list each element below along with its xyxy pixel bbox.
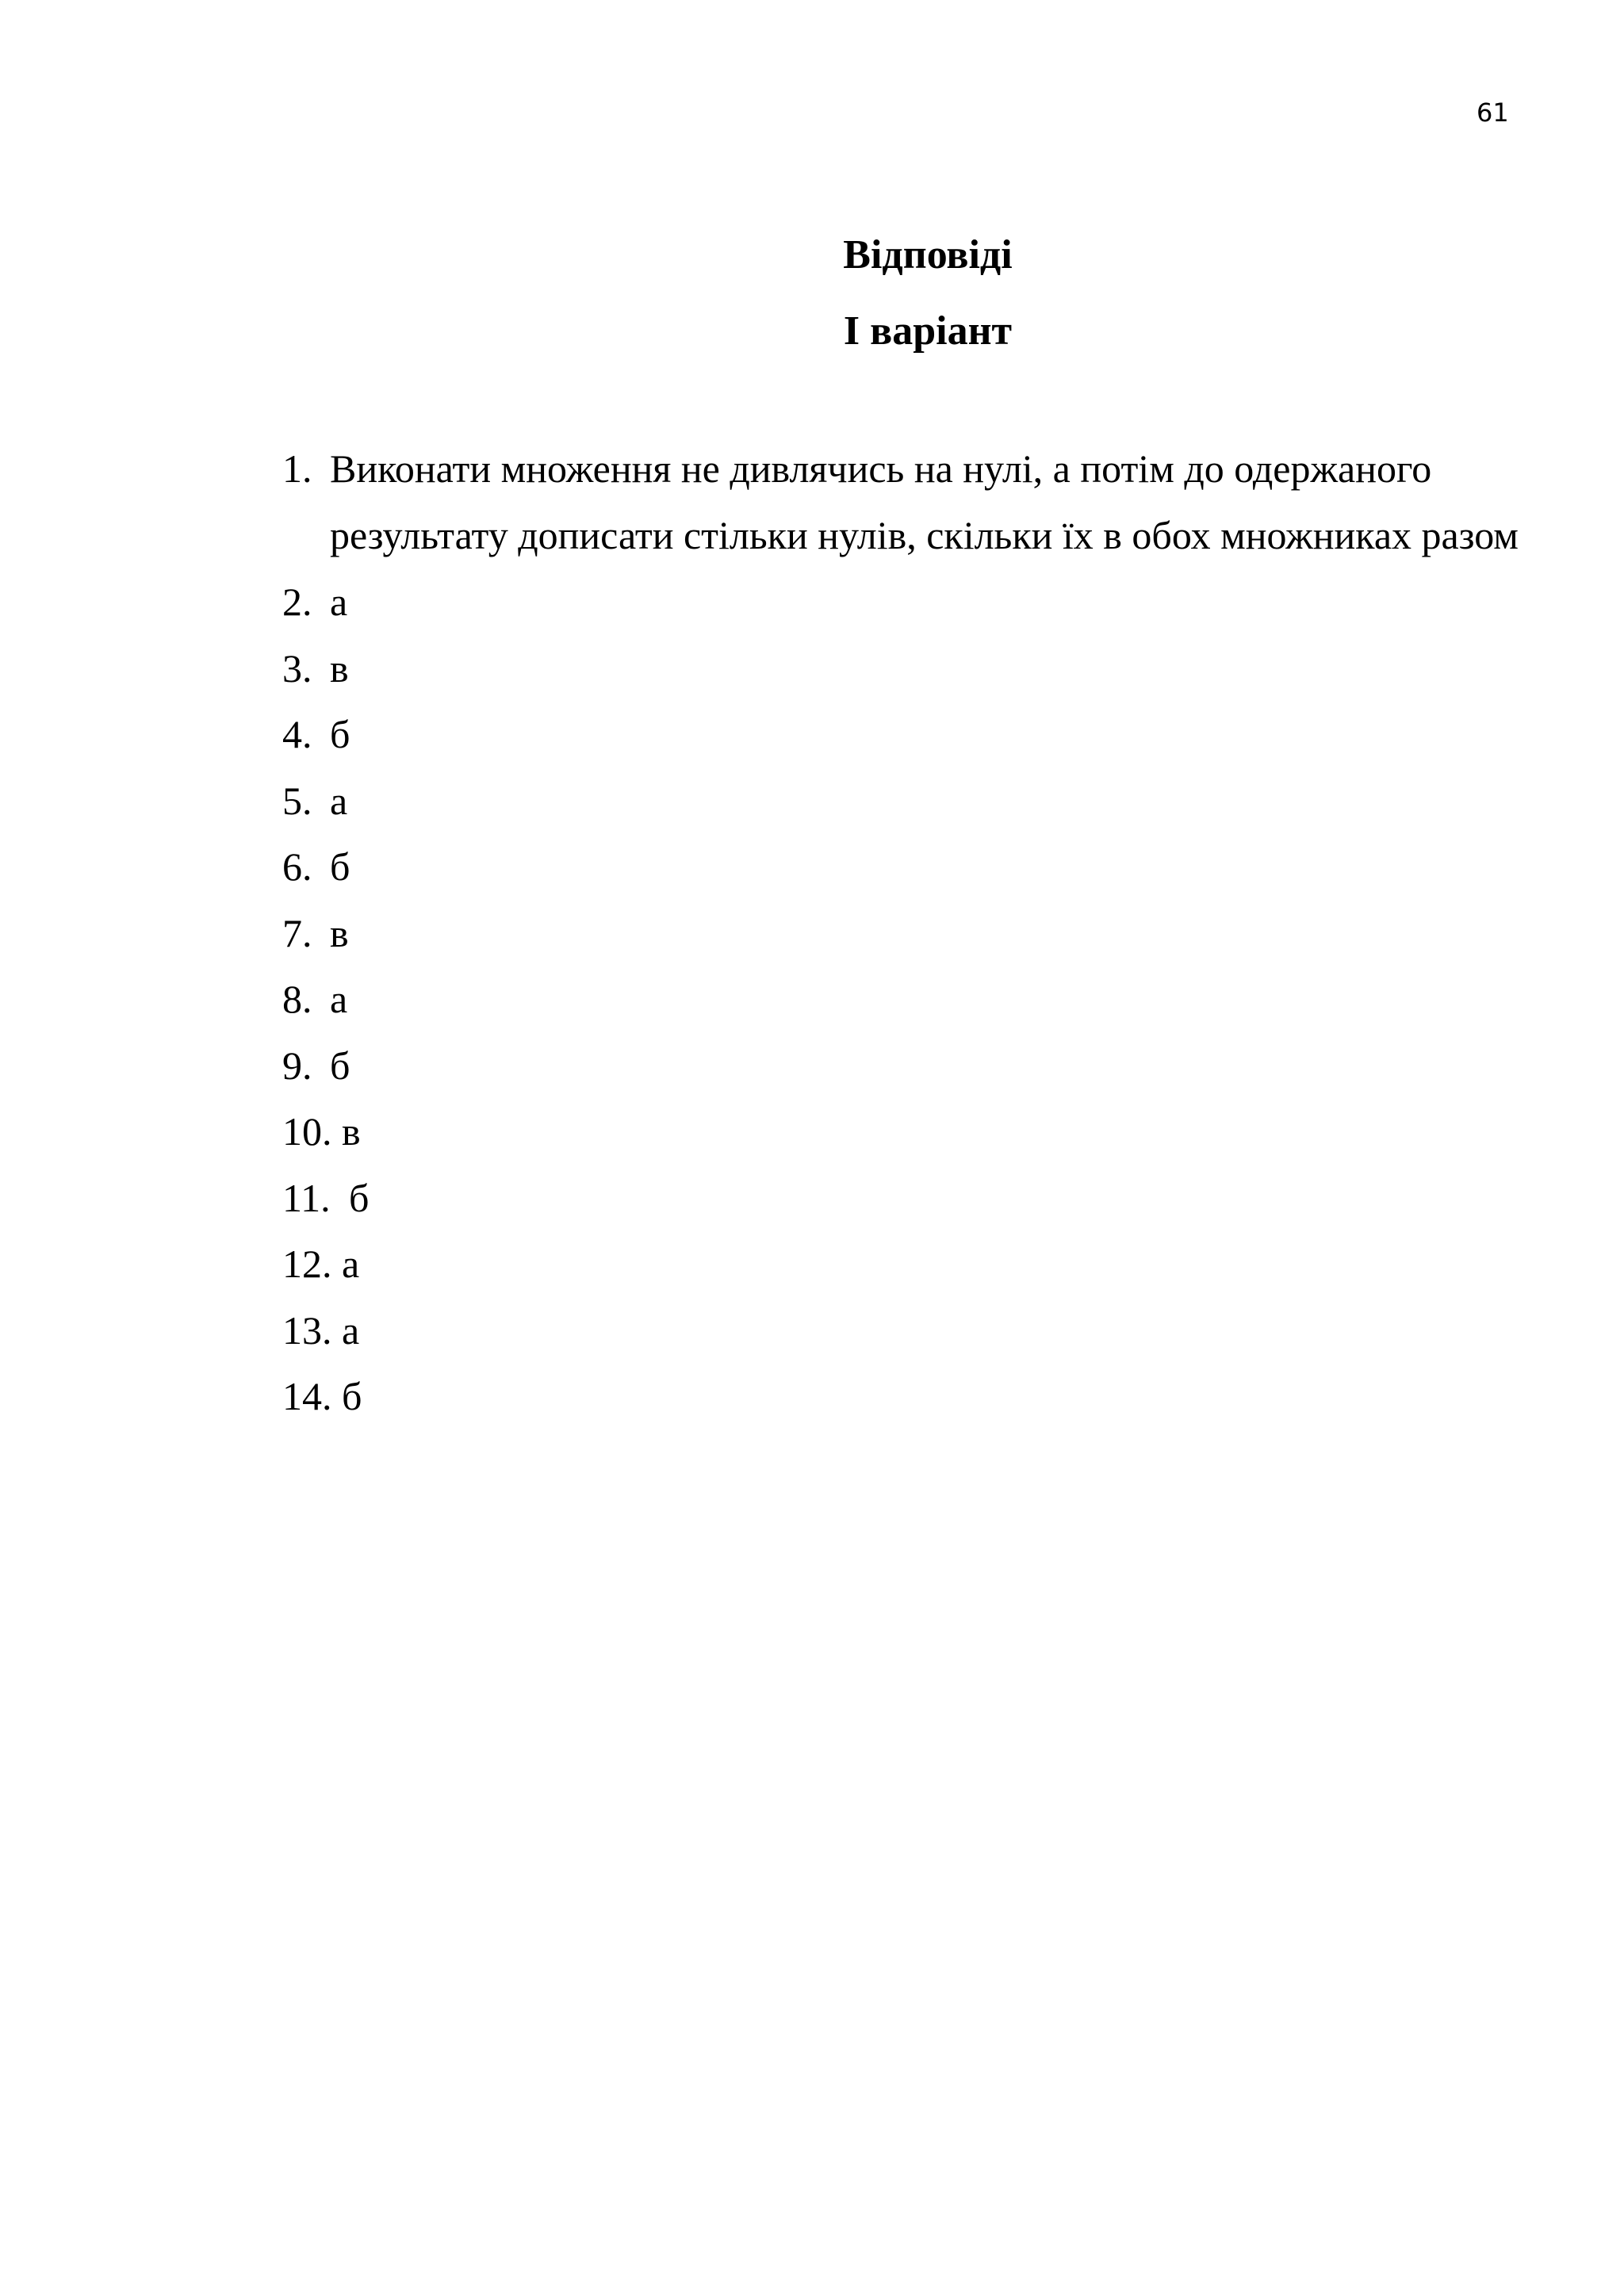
answer-item-2: [282, 577, 1567, 644]
answer-number: 5.: [282, 778, 312, 823]
answer-item-3: [282, 644, 1567, 710]
answer-number: 2.: [282, 580, 312, 624]
answer-item-12: [282, 1239, 1567, 1306]
answer-text: б: [330, 1043, 350, 1088]
answer-item-13: [282, 1306, 1567, 1372]
answer-number: 3.: [282, 645, 312, 691]
answer-item-10: [282, 1107, 1567, 1173]
answer-text: в: [342, 1109, 361, 1154]
answer-number: 4.: [282, 712, 312, 756]
answer-text: в: [330, 910, 349, 955]
answer-text: в: [330, 645, 349, 691]
answer-text: а: [330, 977, 348, 1021]
answer-number: 12.: [282, 1242, 332, 1286]
page-title: Відповіді: [843, 232, 1013, 277]
answers-list: [282, 444, 1567, 1438]
answer-item-7: [282, 909, 1567, 975]
answer-item-8: [282, 974, 1567, 1041]
answer-text: а: [342, 1242, 360, 1286]
answer-text: а: [330, 778, 348, 823]
answer-text: Виконати множення не дивлячись на нулі, а потім до одержаного результату дописати стільки нулів, скільки їх в обох множниках разом: [330, 446, 1519, 557]
answer-number: 1.: [282, 446, 312, 491]
answer-item-9: [282, 1041, 1567, 1108]
variant-subtitle: І варіант: [843, 308, 1013, 354]
answer-number: 6.: [282, 844, 312, 889]
answer-text: а: [342, 1307, 360, 1353]
answer-number: 14.: [282, 1374, 332, 1418]
answer-text: б: [330, 712, 350, 756]
answer-number: 7.: [282, 910, 312, 955]
page-number: 61: [1477, 98, 1509, 128]
answer-text: б: [349, 1175, 370, 1220]
answer-text: б: [330, 844, 350, 889]
answer-number: 10.: [282, 1109, 332, 1154]
answer-item-1: [282, 444, 1567, 577]
answer-item-5: [282, 776, 1567, 843]
answer-item-11: [282, 1173, 1567, 1240]
answer-item-14: [282, 1372, 1567, 1438]
answer-number: 11.: [282, 1175, 331, 1220]
answer-text: б: [342, 1374, 362, 1418]
answer-number: 13.: [282, 1307, 332, 1353]
answer-number: 9.: [282, 1043, 312, 1088]
answer-text: а: [330, 580, 348, 624]
answer-item-6: [282, 842, 1567, 909]
answer-number: 8.: [282, 977, 312, 1021]
answer-item-4: [282, 710, 1567, 776]
